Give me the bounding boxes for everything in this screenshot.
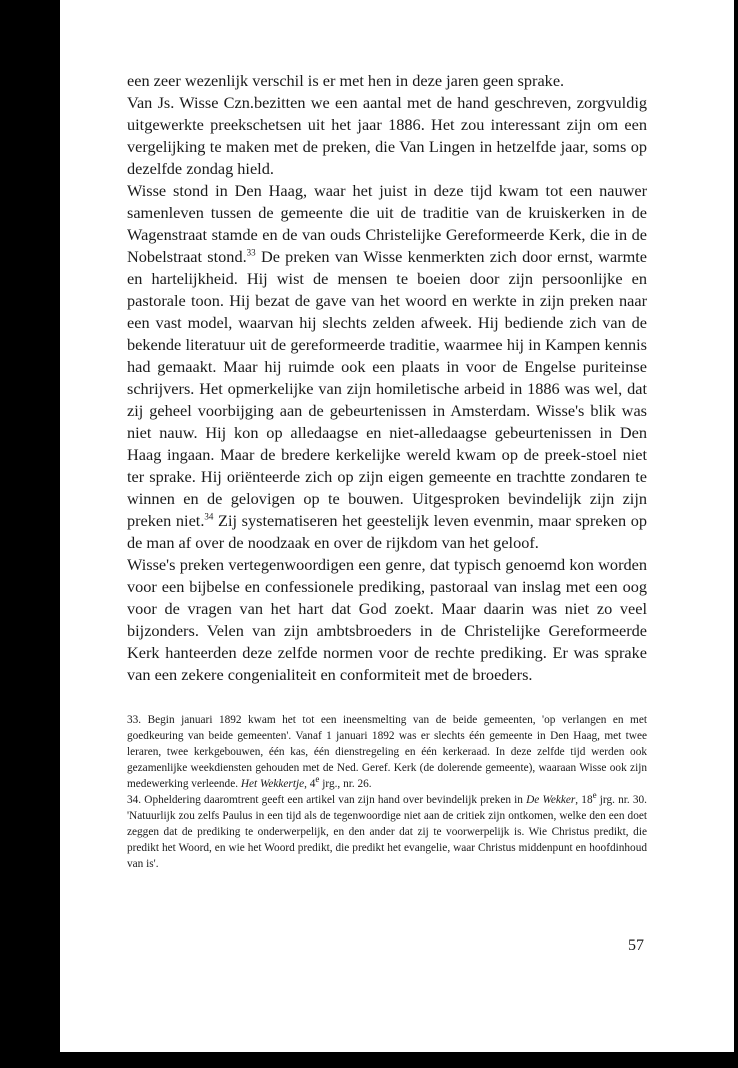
paragraph-text: Zij systematiseren het geestelijk leven evenmin, maar spreken op de man af over de noodzaak en over de rijkdom van het geloof. [127,511,647,552]
paragraph-text: De preken van Wisse kenmerkten zich door ernst, warmte en hartelijkheid. Hij wist de mensen te boeien door zijn persoonlijke en pastorale toon. Hij bezat de gave van het woord en werkte in zijn preken naar een vast model, waarvan hij slechts zelden afweek. Hij bediende zich van de bekende literatuur uit de gereformeerde traditie, waarmee hij in Kampen kennis had gemaakt. Maar hij ruimde ook een plaats in voor de Engelse puriteinse schrijvers. Het opmerkelijke van zijn homiletische arbeid in 1886 was wel, dat zij geheel voorbijging aan de gebeurtenissen in Amsterdam. Wisse's blik was niet nauw. Hij kon op alledaagse en niet-alledaagse gebeurtenissen in Den Haag ingaan. Maar de bredere kerkelijke wereld kwam op de preek-stoel niet ter sprake. Hij oriënteerde zich op zijn eigen gemeente en trachtte zondaren te winnen en de gelovigen op te bouwen. Uitgesproken bevindelijk zijn zijn preken niet. [127,247,648,530]
footnote-text: jrg., nr. 26. [319,778,372,790]
paragraph-text: Wisse stond in Den Haag, waar het juist in deze tijd kwam tot een nauwer samenleven tussen de gemeente die uit de traditie van de kruiskerken in de Wagenstraat stamde en de van ouds Christelijke Gereformeerde Kerk, die in de Nobelstraat stond. [127,181,647,266]
page-number: 57 [628,937,644,954]
main-text [127,70,647,686]
footnote-text: , 4 [304,778,316,790]
footnote-sup: e [315,774,320,785]
paragraph: Wisse's preken vertegenwoordigen een genre, dat typisch genoemd kon worden voor een bijbelse en confessionele prediking, pastoraal van inslag met een oog voor de vragen van het hart dat God zoekt. Maar daarin was niet zo veel bijzonders. Velen van zijn ambtsbroeders in de Christelijke Gereformeerde Kerk hanteerden deze zelfde normen voor de rechte prediking. Er was sprake van een zekere congenialiteit en conformiteit met de broeders. [127,555,647,684]
footnote-34 [127,792,647,872]
scan-border-left [0,0,60,1068]
footnote-text: jrg. nr. 30. 'Natuurlijk zou zelfs Paulus in een tijd als de tegenwoordige niet aan de critiek zijn ontkomen, welke den een doet zeggen dat de prediking te onderwerpelijk, en den ander dat zij te voorwerpelijk is. Wie Christus predikt, die predikt het Woord, en wie het Woord predikt, die predikt het evangelie, waar Christus middenpunt en hoofdinhoud van is'. [127,794,648,870]
footnote-33 [127,712,647,792]
footnote-text: , 18 [575,794,593,806]
footnotes [127,712,647,872]
scan-border-bottom [0,1052,738,1068]
scan-border-right [734,0,738,1068]
paragraph: een zeer wezenlijk verschil is er met hen in deze jaren geen sprake. [127,71,565,90]
footnote-ref-33[interactable]: 33 [246,247,256,258]
footnote-ref-34[interactable]: 34 [204,511,214,522]
footnote-text: 33. Begin januari 1892 kwam het tot een ineensmelting van de beide gemeenten, 'op verlangen en met goedkeuring van beide gemeenten'. Vanaf 1 januari 1892 was er slechts één gemeente in Den Haag, met twee leraren, twee kerkgebouwen, één kas, één dienstregeling en één kerkeraad. In deze zelfde tijd werden ook gezamenlijke weekdiensten gehouden met de Ned. Geref. Kerk (de dolerende gemeente), waaraan Wisse ook zijn medewerking verleende. [127,714,647,790]
paragraph [127,180,647,554]
footnote-text: 34. Opheldering daaromtrent geeft een artikel van zijn hand over bevindelijk preken in [127,794,527,806]
footnote-title: Het Wekkertje [240,778,305,790]
footnote-title: De Wekker [526,794,576,806]
footnote-sup: e [592,790,597,801]
paragraph: Van Js. Wisse Czn.bezitten we een aantal met de hand geschreven, zorgvuldig uitgewerkte preekschetsen uit het jaar 1886. Het zou interessant zijn om een vergelijking te maken met de preken, die Van Lingen in hetzelfde jaar, soms op dezelfde zondag hield. [127,93,647,178]
